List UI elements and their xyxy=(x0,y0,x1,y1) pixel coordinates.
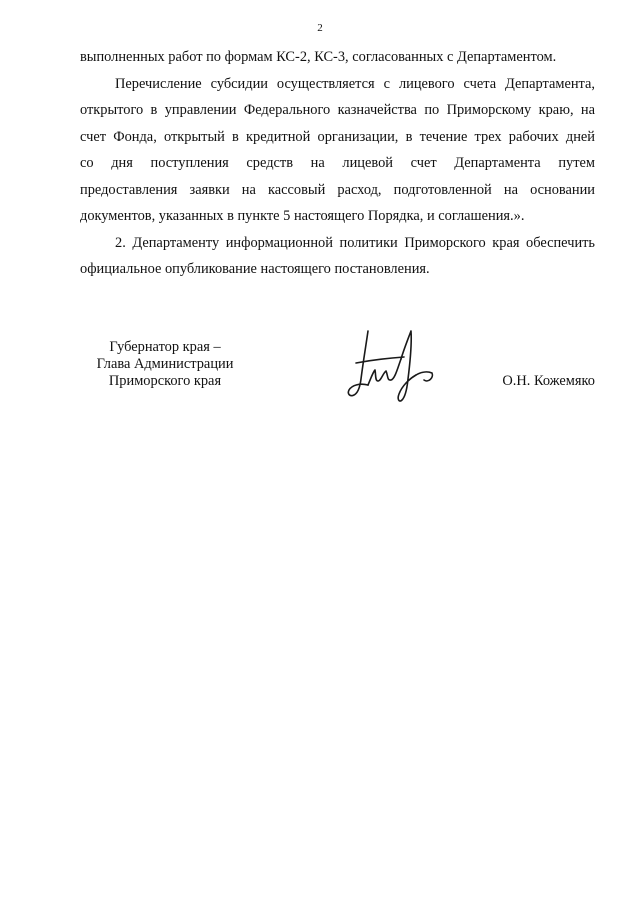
paragraph-3-line-2: официальное опубликование настоящего постановления. xyxy=(80,261,430,277)
paragraph-2-line-3: счет Фонда, открытый в кредитной организации, в течение трех рабочих дней xyxy=(80,128,595,145)
handwritten-signature-icon xyxy=(342,323,438,405)
page-number: 2 xyxy=(317,22,323,34)
paragraph-3-line-1: 2. Департаменту информационной политики Приморского края обеспечить xyxy=(115,234,595,251)
signatory-name: О.Н. Кожемяко xyxy=(502,373,595,389)
signature-block xyxy=(80,339,595,399)
paragraph-2-line-5: предоставления заявки на кассовый расход, подготовленной на основании xyxy=(80,181,595,198)
paragraph-2-line-4: со дня поступления средств на лицевой счет Департамента путем xyxy=(80,155,595,171)
signatory-title xyxy=(80,339,250,390)
signatory-title-line-2: Глава Администрации xyxy=(96,356,234,372)
paragraph-2-line-2: открытого в управлении Федерального казначейства по Приморскому краю, на xyxy=(80,102,595,118)
signatory-title-line-3: Приморского края xyxy=(108,373,222,389)
paragraph-1-line-1: выполненных работ по формам КС-2, КС-3, согласованных с Департаментом. xyxy=(80,49,557,65)
document-body xyxy=(80,44,595,283)
paragraph-2-line-1: Перечисление субсидии осуществляется с лицевого счета Департамента, xyxy=(115,75,595,92)
paragraph-2-line-6: документов, указанных в пункте 5 настоящего Порядка, и соглашения.». xyxy=(80,208,525,224)
signatory-title-line-1: Губернатор края – xyxy=(109,339,221,355)
